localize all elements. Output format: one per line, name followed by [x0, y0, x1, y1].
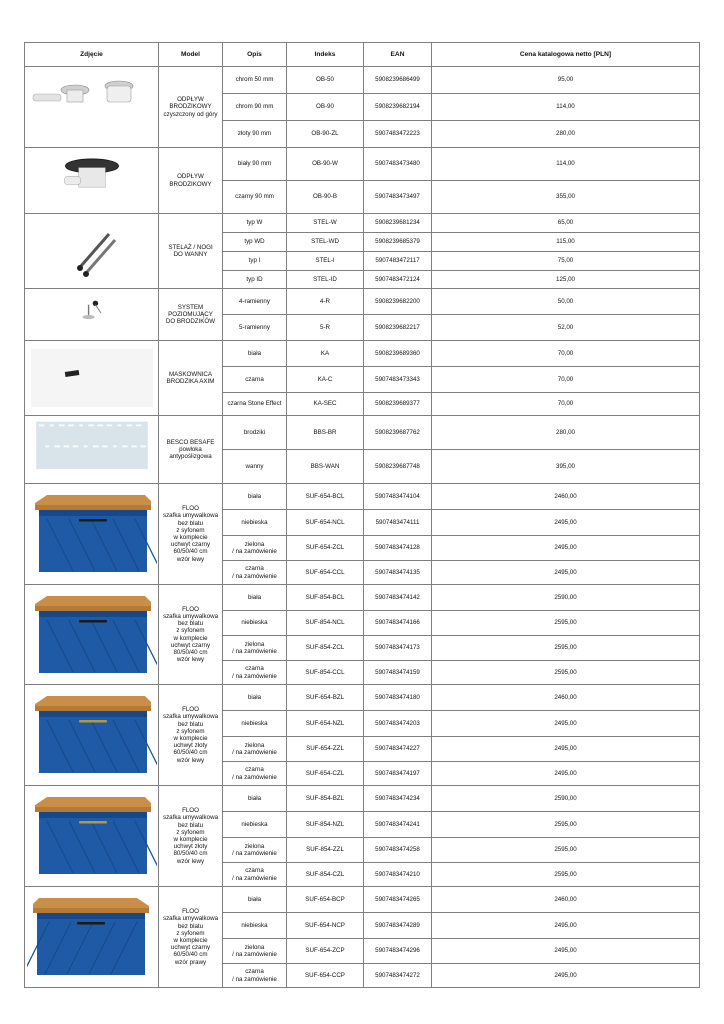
ean-cell: 5908239686499	[364, 67, 432, 94]
model-line: szafka umywalkowa	[162, 512, 219, 520]
ean-cell: 5907483474180	[364, 685, 432, 711]
opis-line: / na zamówienie	[232, 648, 277, 655]
model-line: BRODZIKOWY	[169, 180, 212, 188]
opis-cell	[223, 181, 287, 214]
model-line: bez blatu	[177, 720, 204, 728]
indeks-cell: KA-SEC	[287, 393, 364, 416]
opis-line: niebieska	[241, 619, 268, 627]
header-zdjecie: Zdjęcie	[25, 43, 159, 67]
opis-line: biała	[247, 492, 262, 500]
model-line: szafka umywalkowa	[162, 612, 219, 620]
opis-line: biała	[247, 693, 262, 701]
opis-cell	[223, 561, 287, 585]
price-cell: 2495,00	[432, 762, 700, 786]
ean-cell: 5907483474296	[364, 939, 432, 964]
opis-line: / na zamówienie	[232, 749, 277, 756]
table-row	[25, 67, 700, 94]
model-line: BESCO BESAFE	[166, 438, 215, 446]
opis-line: niebieska	[241, 820, 268, 828]
model-line: uchwyt czarny	[170, 541, 211, 549]
opis-line: czarna	[245, 665, 264, 673]
leveling-feet-image	[27, 291, 157, 339]
price-cell: 125,00	[432, 271, 700, 289]
model-line: z syfonem	[176, 828, 205, 836]
indeks-cell: OB-90	[287, 94, 364, 121]
indeks-cell: OB-90-B	[287, 181, 364, 214]
ean-cell: 5907483474234	[364, 786, 432, 812]
tray-cover-image	[27, 343, 157, 413]
indeks-cell: SUF-854-ZCL	[287, 636, 364, 661]
table-row	[25, 214, 700, 233]
price-cell: 2460,00	[432, 685, 700, 711]
floor-drain-chrome-pieces-image	[27, 72, 157, 142]
antislip-coating-image	[27, 418, 157, 482]
price-cell: 95,00	[432, 67, 700, 94]
indeks-cell: SUF-854-NCL	[287, 611, 364, 636]
product-image-cell	[25, 148, 159, 214]
opis-line: biała	[247, 593, 262, 601]
model-line: FLOO	[182, 605, 199, 613]
opis-line: czarna	[245, 867, 264, 875]
model-line: szafka umywalkowa	[162, 713, 219, 721]
model-line: 60/50/40 cm	[173, 749, 208, 757]
indeks-cell: SUF-854-BCL	[287, 585, 364, 611]
indeks-cell: SUF-854-CCL	[287, 661, 364, 685]
opis-cell	[223, 393, 287, 416]
model-cell	[159, 685, 223, 786]
price-cell: 75,00	[432, 252, 700, 271]
table-row	[25, 685, 700, 711]
table-row	[25, 148, 700, 181]
opis-line: 5-ramienny	[239, 323, 270, 331]
ean-cell: 5907483474241	[364, 812, 432, 838]
price-cell: 70,00	[432, 367, 700, 393]
ean-cell: 5908239687748	[364, 450, 432, 484]
indeks-cell: SUF-654-ZCL	[287, 536, 364, 561]
indeks-cell: SUF-654-BCL	[287, 484, 364, 510]
price-cell: 2495,00	[432, 737, 700, 762]
ean-cell: 5907483474210	[364, 863, 432, 887]
table-row	[25, 887, 700, 913]
indeks-cell: SUF-654-NZL	[287, 711, 364, 737]
table-row	[25, 585, 700, 611]
opis-line: czarna Stone Effect	[227, 400, 282, 408]
model-line: FLOO	[182, 505, 199, 513]
model-line: uchwyt złoty	[173, 843, 208, 851]
price-cell: 2595,00	[432, 636, 700, 661]
model-line: bez blatu	[177, 519, 204, 527]
model-line: FLOO	[182, 807, 199, 815]
price-cell: 395,00	[432, 450, 700, 484]
model-cell	[159, 585, 223, 685]
table-row	[25, 289, 700, 315]
opis-cell	[223, 148, 287, 181]
ean-cell: 5908239682217	[364, 315, 432, 341]
ean-cell: 5907483474265	[364, 887, 432, 913]
cabinet-black-handle-left-80-image	[27, 590, 157, 680]
model-line: w komplecie	[173, 634, 208, 642]
model-line: uchwyt złoty	[173, 742, 208, 750]
ean-cell: 5907483474128	[364, 536, 432, 561]
ean-cell: 5907483473497	[364, 181, 432, 214]
opis-line: czarna	[245, 565, 264, 573]
price-cell: 114,00	[432, 94, 700, 121]
opis-cell	[223, 913, 287, 939]
opis-cell	[223, 964, 287, 988]
opis-cell	[223, 737, 287, 762]
indeks-cell: STEL-ID	[287, 271, 364, 289]
opis-cell	[223, 711, 287, 737]
opis-cell	[223, 863, 287, 887]
header-model: Model	[159, 43, 223, 67]
table-row	[25, 341, 700, 367]
model-line: 80/50/40 cm	[173, 648, 208, 656]
ean-cell: 5907483474289	[364, 913, 432, 939]
indeks-cell: OB-50	[287, 67, 364, 94]
model-line: bez blatu	[177, 620, 204, 628]
product-image-cell	[25, 341, 159, 416]
model-line: uchwyt czarny	[170, 944, 211, 952]
opis-line: / na zamówienie	[232, 951, 277, 958]
opis-line: czarna	[245, 766, 264, 774]
price-cell: 2595,00	[432, 838, 700, 863]
indeks-cell: BBS-WAN	[287, 450, 364, 484]
price-cell: 2595,00	[432, 812, 700, 838]
indeks-cell: SUF-854-CZL	[287, 863, 364, 887]
price-cell: 2495,00	[432, 561, 700, 585]
model-line: POZIOMUJĄCY	[168, 310, 213, 318]
model-cell	[159, 214, 223, 289]
opis-cell	[223, 838, 287, 863]
model-line: bez blatu	[177, 922, 204, 930]
opis-line: zielona	[244, 540, 265, 548]
model-line: wzór lewy	[176, 857, 205, 865]
opis-line: niebieska	[241, 518, 268, 526]
opis-cell	[223, 887, 287, 913]
model-line: z syfonem	[176, 929, 205, 937]
opis-cell	[223, 315, 287, 341]
cabinet-gold-handle-left-image	[27, 690, 157, 780]
opis-line: złoty 90 mm	[237, 130, 272, 138]
model-line: BRODZIKOWY	[169, 103, 212, 111]
opis-line: biała	[247, 794, 262, 802]
opis-cell	[223, 536, 287, 561]
opis-cell	[223, 939, 287, 964]
price-cell: 2495,00	[432, 913, 700, 939]
model-line: czyszczony od góry	[163, 110, 218, 118]
indeks-cell: SUF-654-CCL	[287, 561, 364, 585]
opis-line: czarny 90 mm	[235, 193, 274, 201]
ean-cell: 5907483474203	[364, 711, 432, 737]
indeks-cell: SUF-654-CZL	[287, 762, 364, 786]
indeks-cell: SUF-654-CCP	[287, 964, 364, 988]
model-line: MASKOWNICA	[169, 370, 212, 378]
opis-line: biała	[247, 349, 262, 357]
price-cell: 65,00	[432, 214, 700, 233]
opis-line: / na zamówienie	[232, 672, 277, 680]
opis-cell	[223, 762, 287, 786]
opis-line: typ I	[248, 257, 261, 265]
model-line: szafka umywalkowa	[162, 814, 219, 822]
ean-cell: 5907483474258	[364, 838, 432, 863]
opis-cell	[223, 341, 287, 367]
model-line: wzór lewy	[176, 656, 205, 664]
indeks-cell: SUF-654-ZCP	[287, 939, 364, 964]
ean-cell: 5907483474173	[364, 636, 432, 661]
product-image-cell	[25, 289, 159, 341]
indeks-cell: STEL-W	[287, 214, 364, 233]
model-cell	[159, 887, 223, 988]
cabinet-black-handle-right-image	[27, 892, 157, 982]
indeks-cell: SUF-654-NCP	[287, 913, 364, 939]
ean-cell: 5907483472117	[364, 252, 432, 271]
ean-cell: 5907483474197	[364, 762, 432, 786]
product-image-cell	[25, 685, 159, 786]
header-cena: Cena katalogowa netto [PLN]	[432, 43, 700, 67]
model-line: powłoka	[179, 445, 202, 453]
product-image-cell	[25, 786, 159, 887]
opis-cell	[223, 214, 287, 233]
price-cell: 2495,00	[432, 711, 700, 737]
opis-line: biały 90 mm	[237, 160, 272, 168]
model-cell	[159, 148, 223, 214]
opis-line: / na zamówienie	[232, 850, 277, 857]
model-line: FLOO	[182, 908, 199, 916]
product-image-cell	[25, 484, 159, 585]
model-line: DO BRODZIKÓW	[165, 318, 216, 326]
opis-line: wanny	[245, 462, 264, 470]
model-line: w komplecie	[173, 836, 208, 843]
ean-cell: 5907483474227	[364, 737, 432, 762]
model-cell	[159, 786, 223, 887]
opis-line: typ ID	[246, 275, 263, 283]
product-image-cell	[25, 214, 159, 289]
indeks-cell: KA-C	[287, 367, 364, 393]
indeks-cell: SUF-654-ZZL	[287, 737, 364, 762]
indeks-cell: SUF-654-BZL	[287, 685, 364, 711]
ean-cell: 5907483474142	[364, 585, 432, 611]
opis-cell	[223, 484, 287, 510]
table-row	[25, 484, 700, 510]
opis-cell	[223, 416, 287, 450]
opis-cell	[223, 661, 287, 685]
opis-line: zielona	[244, 741, 265, 749]
price-cell: 70,00	[432, 393, 700, 416]
bath-legs-image	[27, 216, 157, 286]
indeks-cell: SUF-854-NZL	[287, 812, 364, 838]
ean-cell: 5908239687762	[364, 416, 432, 450]
ean-cell: 5907483474104	[364, 484, 432, 510]
model-line: ODPŁYW	[177, 173, 204, 181]
model-cell	[159, 484, 223, 585]
header-ean: EAN	[364, 43, 432, 67]
product-image-cell	[25, 67, 159, 148]
model-line: wzór lewy	[176, 756, 205, 764]
indeks-cell: 4-R	[287, 289, 364, 315]
opis-line: niebieska	[241, 921, 268, 929]
header-indeks: Indeks	[287, 43, 364, 67]
model-line: z syfonem	[176, 526, 205, 534]
indeks-cell: SUF-854-ZZL	[287, 838, 364, 863]
cabinet-gold-handle-left-80-image	[27, 791, 157, 881]
ean-cell: 5907483474135	[364, 561, 432, 585]
ean-cell: 5908239681234	[364, 214, 432, 233]
ean-cell: 5908239682200	[364, 289, 432, 315]
model-line: DO WANNY	[173, 251, 208, 258]
ean-cell: 5908239685379	[364, 233, 432, 252]
model-line: z syfonem	[176, 627, 205, 635]
opis-cell	[223, 94, 287, 121]
price-cell: 2595,00	[432, 661, 700, 685]
opis-line: / na zamówienie	[232, 548, 277, 555]
floor-drain-black-image	[27, 150, 157, 212]
model-line: w komplecie	[173, 534, 208, 541]
table-row	[25, 786, 700, 812]
indeks-cell: SUF-654-BCP	[287, 887, 364, 913]
model-line: antypoślizgowa	[169, 453, 212, 461]
opis-cell	[223, 367, 287, 393]
header-opis: Opis	[223, 43, 287, 67]
opis-cell	[223, 611, 287, 636]
model-line: STELAŻ / NOGI	[168, 243, 213, 251]
opis-line: brodziki	[243, 428, 266, 436]
price-cell: 50,00	[432, 289, 700, 315]
model-line: w komplecie	[173, 735, 208, 742]
indeks-cell: 5-R	[287, 315, 364, 341]
price-cell: 280,00	[432, 416, 700, 450]
price-cell: 2590,00	[432, 786, 700, 812]
price-cell: 70,00	[432, 341, 700, 367]
price-cell: 115,00	[432, 233, 700, 252]
opis-line: chrom 50 mm	[235, 76, 274, 84]
opis-cell	[223, 289, 287, 315]
price-cell: 2495,00	[432, 939, 700, 964]
header-row	[25, 43, 700, 67]
indeks-cell: OB-90-ZL	[287, 121, 364, 148]
price-cell: 2495,00	[432, 964, 700, 988]
indeks-cell: BBS-BR	[287, 416, 364, 450]
opis-cell	[223, 271, 287, 289]
price-list-table	[24, 42, 700, 988]
model-line: FLOO	[182, 706, 199, 714]
model-cell	[159, 341, 223, 416]
ean-cell: 5907483474272	[364, 964, 432, 988]
opis-line: typ WD	[244, 238, 265, 246]
price-cell: 280,00	[432, 121, 700, 148]
model-line: uchwyt czarny	[170, 641, 211, 649]
indeks-cell: STEL-WD	[287, 233, 364, 252]
cabinet-black-handle-left-image	[27, 489, 157, 579]
price-cell: 2595,00	[432, 611, 700, 636]
opis-line: biała	[247, 895, 262, 903]
indeks-cell: STEL-I	[287, 252, 364, 271]
indeks-cell: KA	[287, 341, 364, 367]
model-line: 60/50/40 cm	[173, 548, 208, 556]
price-cell: 2590,00	[432, 585, 700, 611]
opis-line: zielona	[244, 640, 265, 648]
opis-line: / na zamówienie	[232, 874, 277, 882]
opis-line: 4-ramienny	[239, 297, 270, 305]
model-line: w komplecie	[173, 937, 208, 944]
ean-cell: 5907483473480	[364, 148, 432, 181]
product-image-cell	[25, 887, 159, 988]
opis-cell	[223, 585, 287, 611]
model-cell	[159, 289, 223, 341]
opis-cell	[223, 685, 287, 711]
price-cell: 2460,00	[432, 887, 700, 913]
ean-cell: 5907483474111	[364, 510, 432, 536]
ean-cell: 5907483472124	[364, 271, 432, 289]
opis-line: / na zamówienie	[232, 975, 277, 983]
model-line: szafka umywalkowa	[162, 915, 219, 923]
model-line: z syfonem	[176, 727, 205, 735]
model-line: SYSTEM	[177, 303, 204, 311]
ean-cell: 5908239689360	[364, 341, 432, 367]
model-cell	[159, 67, 223, 148]
opis-line: chrom 90 mm	[235, 103, 274, 111]
price-cell: 2460,00	[432, 484, 700, 510]
opis-line: czarna	[245, 968, 264, 976]
ean-cell: 5908239682194	[364, 94, 432, 121]
model-line: ODPŁYW	[177, 96, 204, 104]
price-cell: 2495,00	[432, 510, 700, 536]
opis-cell	[223, 510, 287, 536]
table-row	[25, 416, 700, 450]
model-cell	[159, 416, 223, 484]
price-cell: 355,00	[432, 181, 700, 214]
ean-cell: 5907483474166	[364, 611, 432, 636]
opis-cell	[223, 233, 287, 252]
product-image-cell	[25, 416, 159, 484]
model-line: wzór prawy	[174, 958, 207, 966]
opis-cell	[223, 812, 287, 838]
ean-cell: 5907483473343	[364, 367, 432, 393]
price-cell: 2495,00	[432, 536, 700, 561]
price-cell: 114,00	[432, 148, 700, 181]
opis-line: czarna	[245, 375, 264, 383]
product-image-cell	[25, 585, 159, 685]
ean-cell: 5907483472223	[364, 121, 432, 148]
opis-line: zielona	[244, 943, 265, 951]
indeks-cell: SUF-654-NCL	[287, 510, 364, 536]
opis-cell	[223, 252, 287, 271]
model-line: BRODZIKA AXIM	[166, 378, 215, 385]
opis-cell	[223, 450, 287, 484]
opis-cell	[223, 121, 287, 148]
opis-line: / na zamówienie	[232, 572, 277, 580]
opis-cell	[223, 636, 287, 661]
opis-line: zielona	[244, 842, 265, 850]
opis-line: niebieska	[241, 719, 268, 727]
opis-line: / na zamówienie	[232, 773, 277, 781]
indeks-cell: OB-90-W	[287, 148, 364, 181]
opis-cell	[223, 67, 287, 94]
model-line: 80/50/40 cm	[173, 850, 208, 858]
opis-line: typ W	[246, 219, 263, 227]
model-line: 60/50/40 cm	[173, 951, 208, 959]
price-cell: 2595,00	[432, 863, 700, 887]
ean-cell: 5908239689377	[364, 393, 432, 416]
indeks-cell: SUF-854-BZL	[287, 786, 364, 812]
price-cell: 52,00	[432, 315, 700, 341]
model-line: wzór lewy	[176, 555, 205, 563]
ean-cell: 5907483474159	[364, 661, 432, 685]
model-line: bez blatu	[177, 821, 204, 829]
opis-cell	[223, 786, 287, 812]
